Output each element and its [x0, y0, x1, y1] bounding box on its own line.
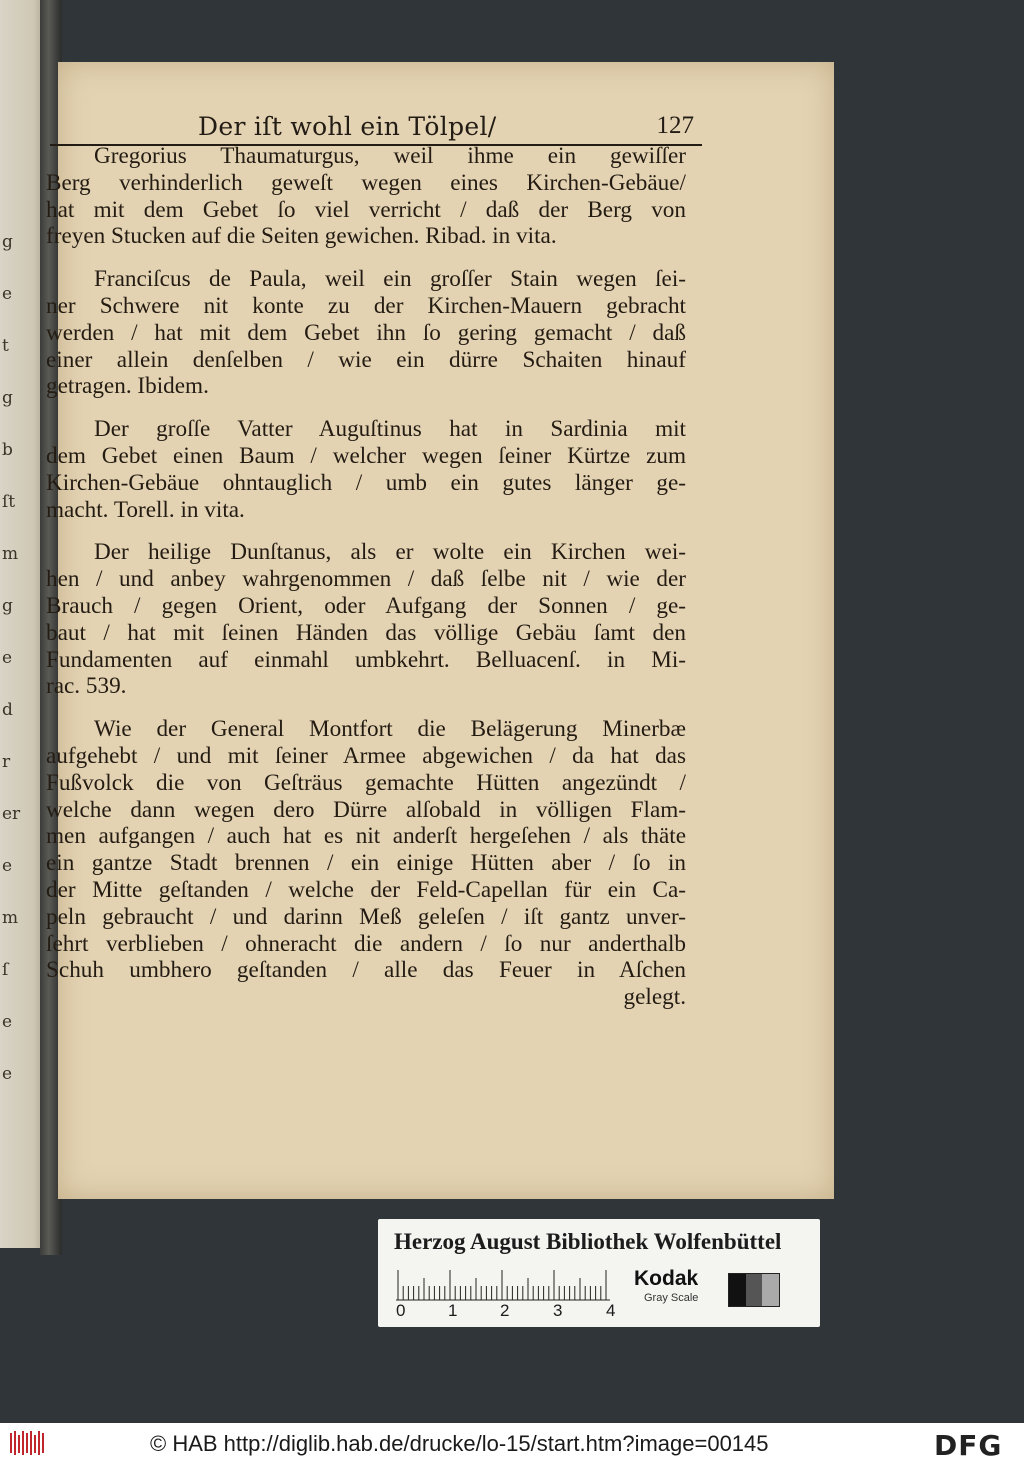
dfg-logo: DFG [934, 1429, 1003, 1462]
facing-page-fragment: m [2, 544, 19, 564]
facing-page-fragment: d [2, 700, 13, 720]
text-line: Brauch / gegen Orient, oder Aufgang der Sonnen / ge- [46, 592, 686, 619]
facing-page-fragment: b [2, 440, 13, 460]
grayscale-label: Gray Scale [644, 1292, 699, 1304]
text-line: Wie der General Montfort die Belägerung Minerbæ [94, 716, 686, 743]
facing-page-fragment: e [2, 856, 13, 876]
facing-page-fragment: ſ [2, 960, 9, 980]
scale-number: 0 [396, 1301, 406, 1320]
text-line: freyen Stucken auf die Seiten gewichen. Ribad. in vita. [46, 223, 557, 250]
facing-page-fragment: e [2, 1064, 13, 1084]
text-line: der Mitte geſtanden / welche der Feld-Capellan für ein Ca- [46, 876, 686, 903]
text-line: ein gantze Stadt brennen / ein einige Hütten aber / ſo in [46, 850, 686, 877]
facing-page-fragment: g [2, 232, 13, 252]
scale-ruler [396, 1267, 610, 1301]
facing-page-fragment: ſt [2, 492, 16, 512]
library-name: Herzog August Bibliothek Wolfenbüttel [394, 1229, 782, 1254]
facing-page-fragment: e [2, 648, 13, 668]
facing-page-fragment: er [2, 804, 21, 824]
text-line: werden / hat mit dem Gebet ihn ſo gering gemacht / daß [46, 319, 686, 346]
text-line: hen / und anbey wahrgenommen / daß ſelbe nit / wie der [46, 566, 686, 593]
facing-page-fragment: g [2, 596, 13, 616]
copyright-link[interactable]: © HAB http://diglib.hab.de/drucke/lo-15/start.htm?image=00145 [150, 1431, 769, 1456]
text-line: men aufgangen / auch hat es nit anderſt hergeſehen / als thäte [46, 823, 686, 850]
running-title: Der iſt wohl ein Tölpel/ [198, 112, 497, 141]
text-line: ner Schwere nit konte zu der Kirchen-Mauern gebracht [46, 292, 686, 319]
text-line: baut / hat mit ſeinen Händen das völlige Gebäu ſamt den [46, 619, 686, 646]
hab-barcode-logo-icon [8, 1429, 48, 1457]
paragraph [46, 416, 686, 523]
catchword: gelegt. [623, 984, 686, 1011]
text-line: Schuh umbhero geſtanden / alle das Feuer in Aſchen [46, 957, 686, 984]
text-line: macht. Torell. in vita. [46, 496, 245, 523]
text-line: peln gebraucht / und darinn Meß geleſen / iſt gantz unver- [46, 903, 686, 930]
text-line: Der heilige Dunſtanus, als er wolte ein Kirchen wei- [94, 539, 686, 566]
text-line: aufgehebt / und mit ſeiner Armee abgewichen / da hat das [46, 742, 686, 769]
paragraph [46, 143, 686, 250]
scale-numbers [390, 1301, 630, 1321]
footer-bar [0, 1423, 1024, 1463]
paragraph [46, 539, 686, 700]
facing-page-fragment: t [2, 336, 9, 356]
scale-number: 1 [448, 1301, 458, 1320]
text-line: Fußvolck die von Geſträus gemachte Hütten angezündt / [46, 769, 686, 796]
text-line: Fundamenten auf einmahl umbkehrt. Belluacenſ. in Mi- [46, 646, 686, 673]
text-line: Berg verhinderlich geweſt wegen eines Kirchen-Gebäue/ [46, 169, 686, 196]
facing-page-fragment: e [2, 1012, 13, 1032]
text-line: einer allein denſelben / wie ein dürre Schaiten hinauf [46, 346, 686, 373]
facing-page-fragment: g [2, 388, 13, 408]
scale-number: 4 [606, 1301, 616, 1320]
body-text [46, 143, 686, 1011]
facing-page-fragment: e [2, 284, 13, 304]
kodak-logo: Kodak [634, 1267, 699, 1290]
text-line: ſehrt verblieben / ohneracht die andern / ſo nur anderthalb [46, 930, 686, 957]
facing-page-fragment: r [2, 752, 11, 772]
paragraph [46, 266, 686, 400]
text-line: Der groſſe Vatter Auguſtinus hat in Sardinia mit [94, 416, 686, 443]
text-line: Franciſcus de Paula, weil ein groſſer Stain wegen ſei- [94, 266, 686, 293]
facing-page-fragment: m [2, 908, 19, 928]
text-line: welche dann wegen dero Dürre alſobald in völligen Flam- [46, 796, 686, 823]
text-line: rac. 539. [46, 673, 127, 700]
gray-scale-patch [728, 1273, 780, 1307]
color-reference-strip [378, 1219, 820, 1327]
scale-number: 3 [553, 1301, 563, 1320]
text-line: getragen. Ibidem. [46, 373, 209, 400]
page-header [50, 112, 702, 146]
text-line: hat mit dem Gebet ſo viel verricht / daß der Berg von [46, 196, 686, 223]
text-line: Gregorius Thaumaturgus, weil ihme ein gewiſſer [94, 143, 686, 169]
text-line: dem Gebet einen Baum / welcher wegen ſeiner Kürtze zum [46, 442, 686, 469]
text-line: Kirchen-Gebäue ohntauglich / umb ein gutes länger ge- [46, 469, 686, 496]
page-number: 127 [656, 112, 694, 139]
paragraph [46, 716, 686, 1011]
scale-number: 2 [500, 1301, 510, 1320]
